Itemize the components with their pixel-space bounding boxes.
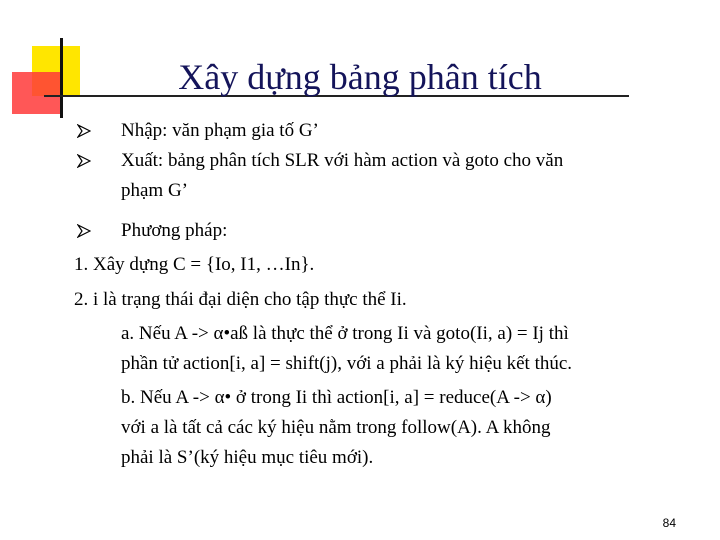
- bullet-input: Nhập: văn phạm gia tố G’: [121, 120, 319, 141]
- bullet-arrow-icon: [77, 154, 91, 168]
- sub-a-line-2: phần tử action[i, a] = shift(j), với a phải là ký hiệu kết thúc.: [121, 353, 573, 374]
- step-1: 1. Xây dựng C = {Io, I1, …In}.: [74, 254, 315, 275]
- bullet-method: Phương pháp:: [121, 220, 228, 241]
- sub-b-line-1: b. Nếu A -> α• ở trong Ii thì action[i, a] = reduce(A -> α): [121, 387, 552, 408]
- sub-b-line-3: phải là S’(ký hiệu mục tiêu mới).: [121, 447, 374, 468]
- bullet-arrow-icon: [77, 224, 91, 238]
- bullet-output-continued: phạm G’: [121, 180, 189, 201]
- bullet-arrow-icon: [77, 124, 91, 138]
- step-2: 2. i là trạng thái đại diện cho tập thực thể Ii.: [74, 289, 407, 310]
- bullet-output: Xuất: bảng phân tích SLR với hàm action và goto cho văn: [121, 150, 564, 171]
- sub-a-line-1: a. Nếu A -> α•aß là thực thể ở trong Ii và goto(Ii, a) = Ij thì: [121, 323, 569, 344]
- page-number: 84: [662, 516, 676, 530]
- sub-b-line-2: với a là tất cả các ký hiệu nằm trong follow(A). A không: [121, 417, 551, 438]
- slide-title: Xây dựng bảng phân tích: [178, 57, 542, 97]
